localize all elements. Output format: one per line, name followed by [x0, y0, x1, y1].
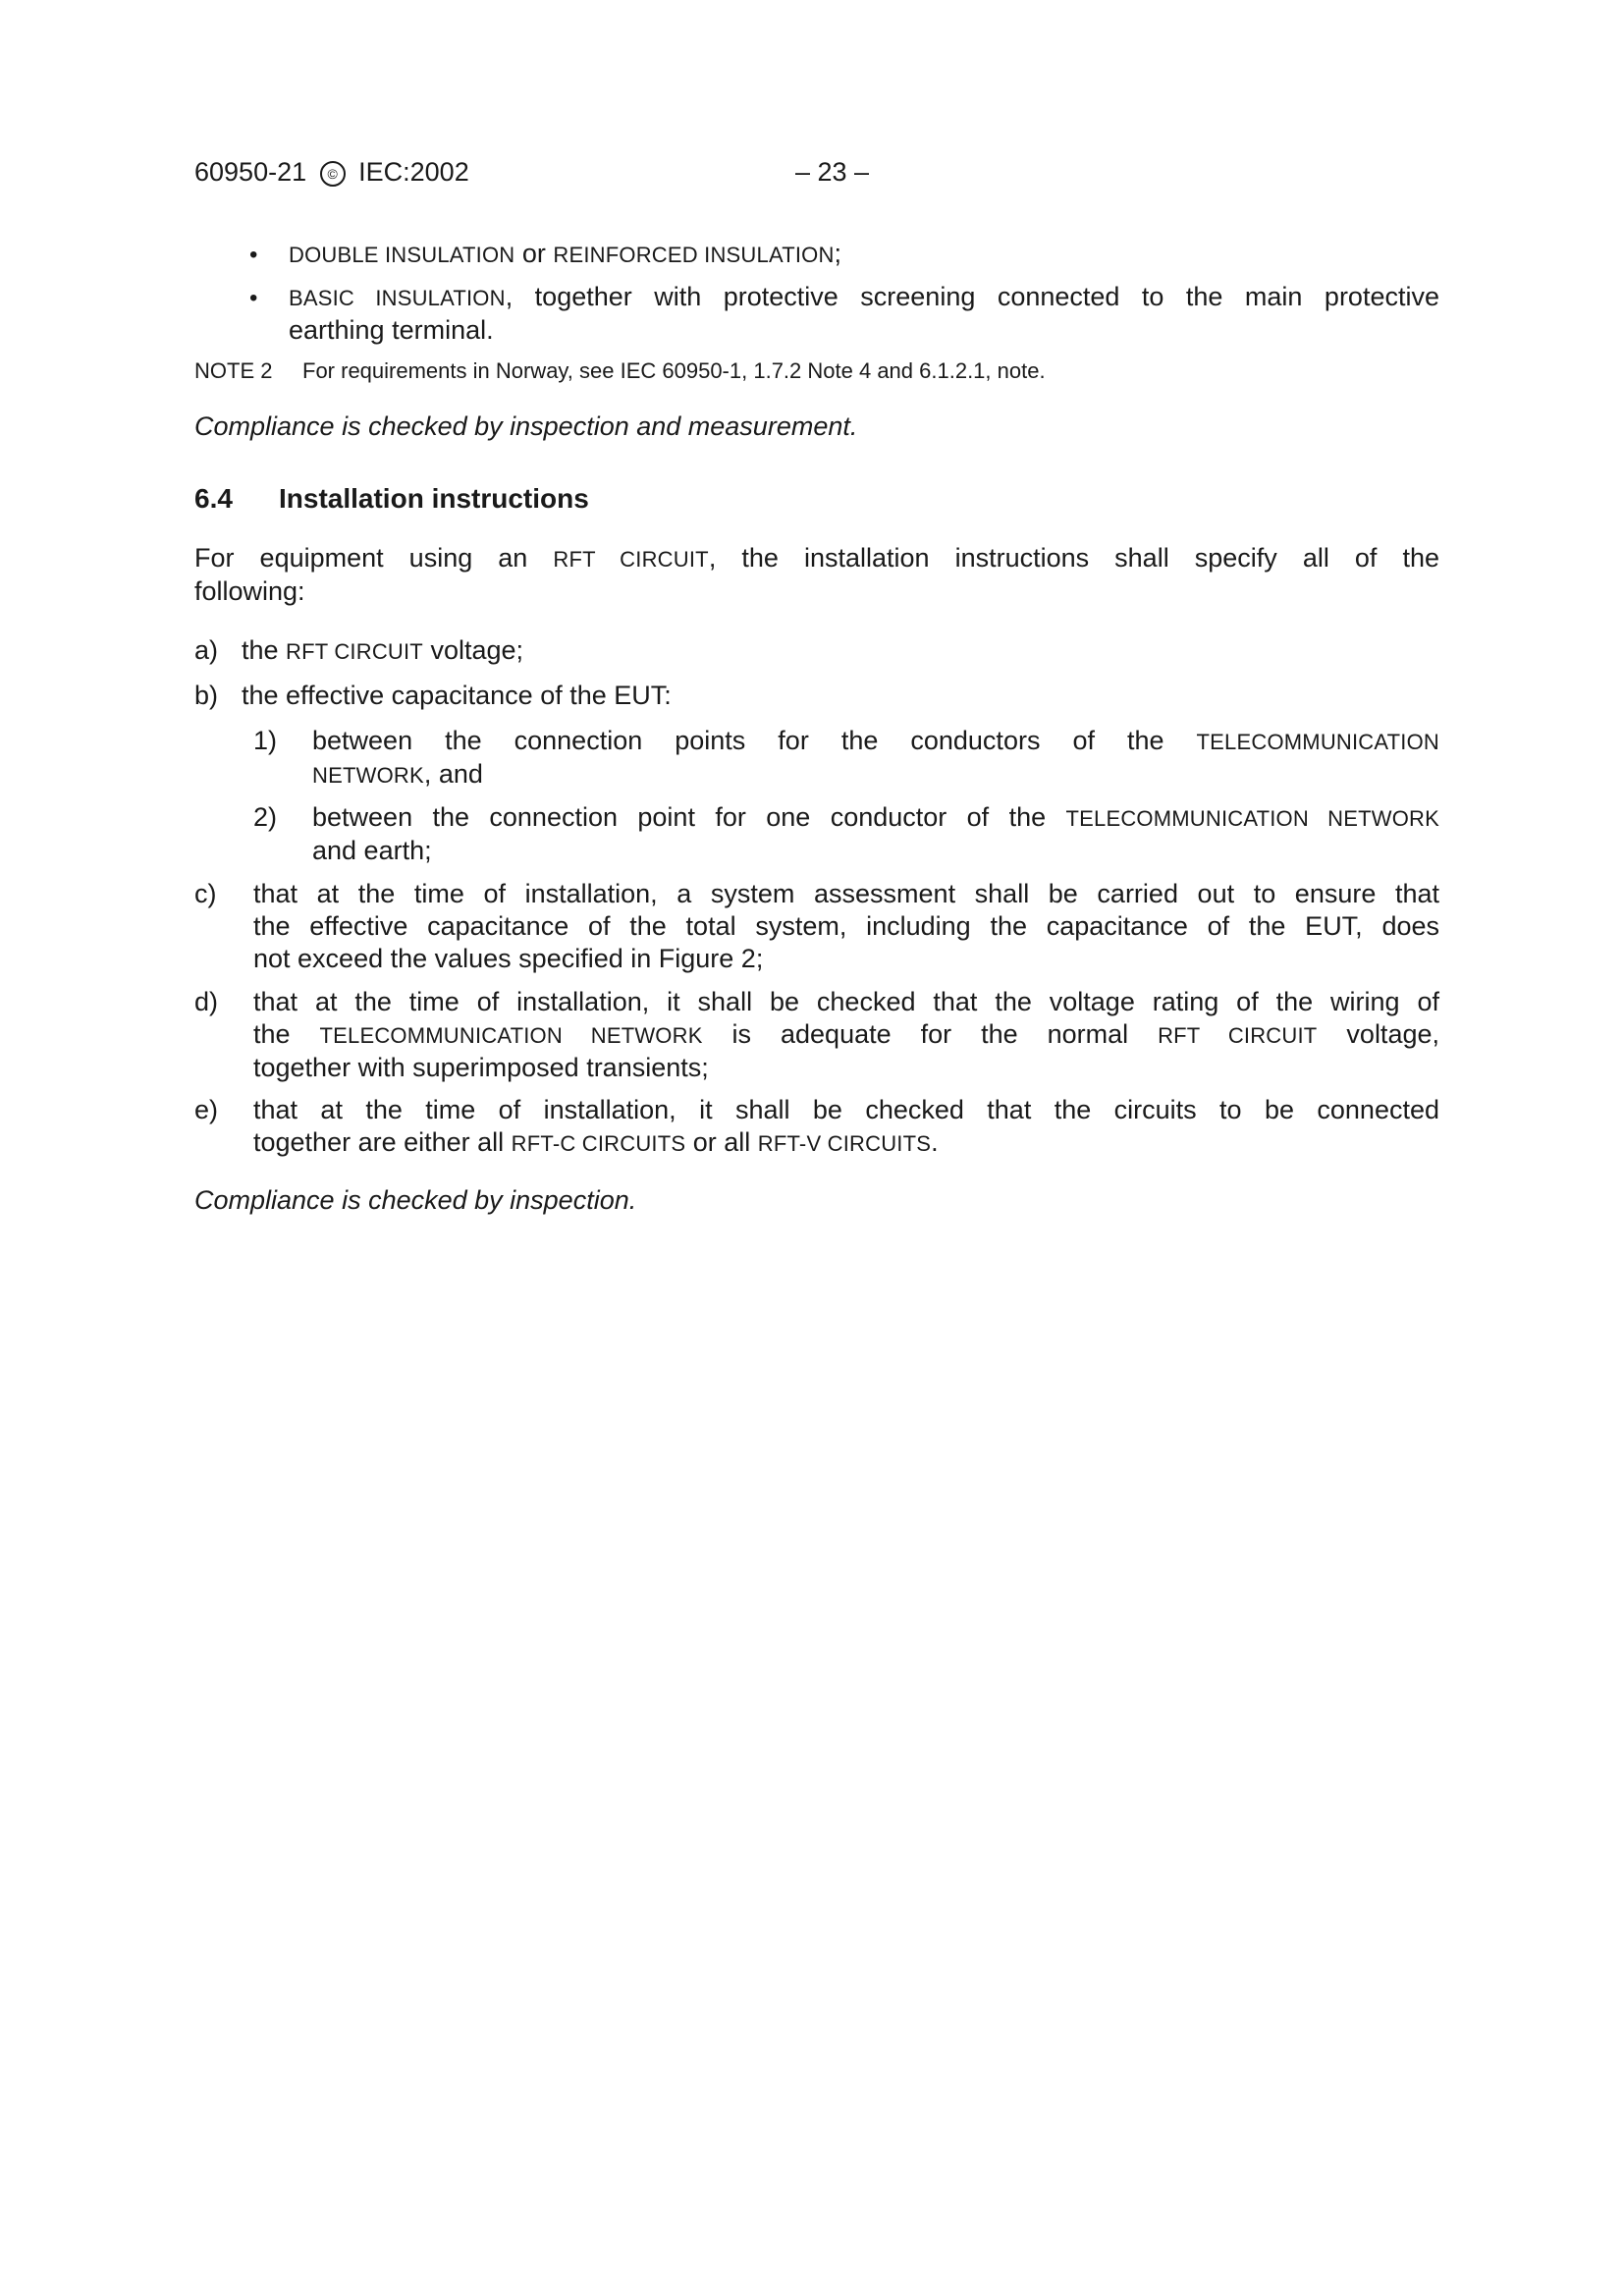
page-number: – 23 –	[795, 157, 870, 187]
list-item-a: a) the RFT CIRCUIT voltage;	[194, 635, 524, 665]
page-header	[194, 157, 1441, 191]
doc-number: 60950-21	[194, 157, 307, 187]
term-telecommunication-network: TELECOMMUNICATION	[1196, 730, 1439, 754]
term-rft-circuit: RFT CIRCUIT	[553, 547, 709, 572]
list-item-c: c) that at the time of installation, a system assessment shall be carried out to ensure that the effective capacitance of the total system, including the capacitance of the EUT, does not exceed the values specified in Figure 2;	[194, 879, 1439, 973]
term-rft-circuit: RFT CIRCUIT	[286, 639, 423, 664]
term-telecommunication-network: TELECOMMUNICATION NETWORK	[319, 1023, 703, 1048]
section-title: Installation instructions	[279, 483, 589, 514]
note-label: NOTE 2	[194, 358, 273, 383]
bullet-item-double-insulation: DOUBLE INSULATION or REINFORCED INSULATION;	[289, 239, 842, 268]
list-marker: e)	[194, 1095, 219, 1124]
list-marker: 1)	[253, 726, 278, 755]
copyright-icon: ©	[320, 161, 346, 187]
term-basic-insulation: BASIC INSULATION	[289, 286, 506, 310]
list-marker: 2)	[253, 802, 278, 832]
term-telecommunication-network: TELECOMMUNICATION NETWORK	[1065, 806, 1439, 831]
compliance-statement: Compliance is checked by inspection and measurement.	[194, 411, 858, 441]
intro-paragraph: For equipment using an RFT CIRCUIT, the installation instructions shall specify all of the following:	[194, 543, 1439, 606]
bullet-item-basic-insulation: BASIC INSULATION, together with protective screening connected to the main protective earthing terminal.	[289, 282, 1439, 345]
term-rft-v-circuits: RFT-V CIRCUITS	[757, 1131, 932, 1156]
list-item-e: e) that at the time of installation, it shall be checked that the circuits to be connected together are either all RFT-C CIRCUITS or all RFT-V CIRCUITS.	[194, 1095, 1439, 1157]
section-heading	[194, 483, 589, 515]
term-double-insulation: DOUBLE INSULATION	[289, 243, 515, 267]
list-marker: b)	[194, 681, 219, 710]
compliance-statement: Compliance is checked by inspection.	[194, 1185, 637, 1215]
list-marker: d)	[194, 987, 219, 1016]
section-number: 6.4	[194, 483, 233, 514]
list-marker: c)	[194, 879, 217, 908]
bullet-marker: •	[249, 285, 258, 311]
note-text: For requirements in Norway, see IEC 60950-1, 1.7.2 Note 4 and 6.1.2.1, note.	[302, 358, 1046, 383]
header-doc-id	[194, 157, 469, 188]
org-year: IEC:2002	[358, 157, 469, 187]
bullet-marker: •	[249, 242, 258, 268]
term-rft-circuit: RFT CIRCUIT	[1158, 1023, 1318, 1048]
list-item-b2: 2) between the connection point for one conductor of the TELECOMMUNICATION NETWORK and earth;	[253, 802, 1439, 865]
term-rft-c-circuits: RFT-C CIRCUITS	[511, 1131, 686, 1156]
list-marker: a)	[194, 635, 219, 665]
note-2	[194, 357, 1046, 385]
term-reinforced-insulation: REINFORCED INSULATION	[553, 243, 835, 267]
list-item-b: b) the effective capacitance of the EUT:	[194, 681, 672, 710]
list-item-b1: 1) between the connection points for the conductors of the TELECOMMUNICATION NETWORK, and	[253, 726, 1439, 789]
list-item-d: d) that at the time of installation, it shall be checked that the voltage rating of the wiring of the TELECOMMUNICATION NETWORK is adequate for the normal RFT CIRCUIT voltage, together with superimposed transients;	[194, 987, 1439, 1082]
